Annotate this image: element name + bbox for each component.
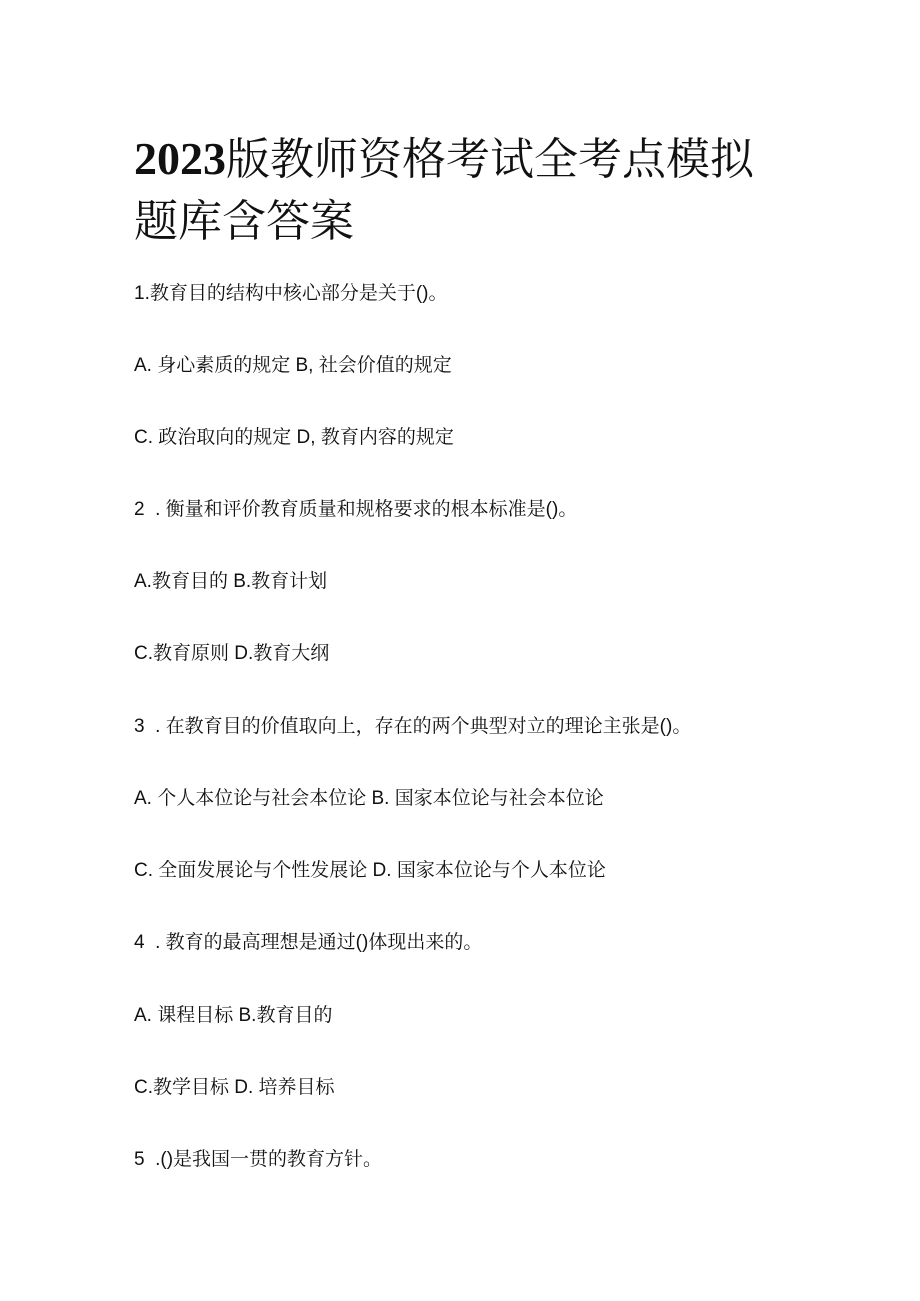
question-5: 5 .()是我国一贯的教育方针。 <box>134 1149 383 1170</box>
question-2-options-ab: A.教育目的 B.教育计划 <box>134 571 328 592</box>
question-4-options-cd: C.教学目标 D. 培养目标 <box>134 1077 335 1098</box>
title-text: 版教师资格考试全考点模拟题库含答案 <box>134 134 754 247</box>
question-1-options-cd: C. 政治取向的规定 D, 教育内容的规定 <box>134 427 454 448</box>
question-3-options-cd: C. 全面发展论与个性发展论 D. 国家本位论与个人本位论 <box>134 860 606 881</box>
question-4-options-ab: A. 课程目标 B.教育目的 <box>134 1005 333 1026</box>
question-1-options-ab: A. 身心素质的规定 B, 社会价值的规定 <box>134 355 452 376</box>
document-title <box>134 128 794 253</box>
title-year: 2023 <box>134 133 226 184</box>
question-1: 1.教育目的结构中核心部分是关于()。 <box>134 283 448 304</box>
question-2-options-cd: C.教育原则 D.教育大纲 <box>134 643 330 664</box>
question-3: 3 . 在教育目的价值取向上，存在的两个典型对立的理论主张是()。 <box>134 716 692 737</box>
question-2: 2 . 衡量和评价教育质量和规格要求的根本标准是()。 <box>134 499 578 520</box>
question-4: 4 . 教育的最高理想是通过()体现出来的。 <box>134 932 483 953</box>
question-3-options-ab: A. 个人本位论与社会本位论 B. 国家本位论与社会本位论 <box>134 788 604 809</box>
